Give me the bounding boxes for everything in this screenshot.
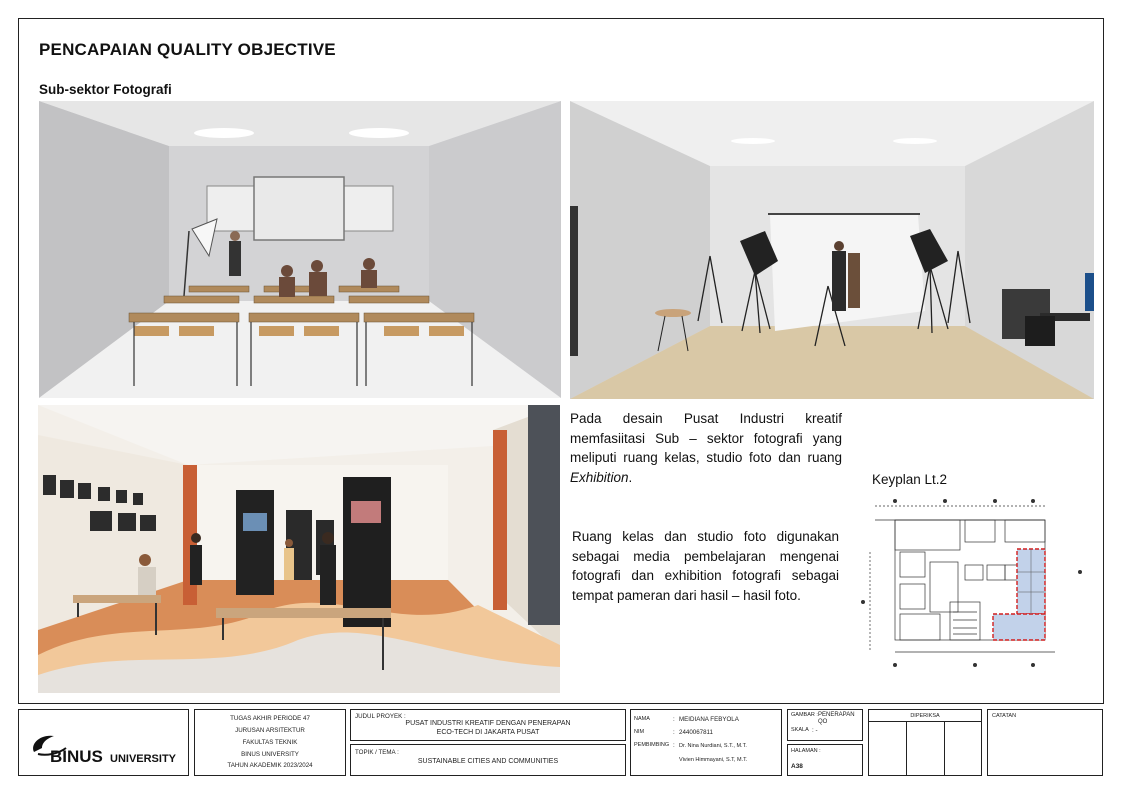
student-name: MEIDIANA FEBYOLA: [679, 716, 739, 723]
project-title-line-1: PUSAT INDUSTRI KREATIF DENGAN PENERAPAN: [405, 720, 571, 727]
checked-label: DIPERIKSA: [910, 713, 940, 719]
theme-value: SUSTAINABLE CITIES AND COMMUNITIES: [417, 758, 559, 765]
project-label: JUDUL PROYEK :: [355, 713, 406, 720]
course-name: TUGAS AKHIR PERIODE 47: [230, 715, 310, 722]
university-name: BINUS UNIVERSITY: [241, 751, 299, 758]
project-title-line-2: ECO-TECH DI JAKARTA PUSAT: [436, 729, 540, 736]
checked-column-line-1: [906, 721, 907, 776]
exhibition-render-image: [38, 405, 560, 693]
classroom-render-image: [39, 101, 561, 398]
page-number: A38: [791, 763, 803, 770]
nim-label: NIM: [634, 729, 645, 735]
description-paragraph-1-end: .: [628, 469, 633, 485]
student-nim: 2440067811: [679, 729, 713, 736]
scale-label: SKALA: [791, 727, 809, 733]
drawing-value: PENERAPAN QO: [818, 712, 855, 725]
nim-colon: :: [673, 729, 675, 736]
name-colon: :: [673, 716, 675, 723]
advisor-colon: :: [673, 742, 675, 749]
description-paragraph-2: Ruang kelas dan studio foto digunakan sebagai media pembelajaran mengenai fotografi dan exhibition fotografi sebagai tempat pameran dari hasil – hasil foto.: [572, 529, 839, 603]
notes-label: CATATAN: [992, 713, 1017, 719]
theme-label: TOPIK / TEMA :: [355, 749, 399, 756]
department-name: JURUSAN ARSITEKTUR: [235, 727, 305, 734]
checked-divider: [868, 721, 982, 722]
advisor-1: Dr. Nina Nurdiani, S.T., M.T.: [679, 743, 747, 749]
academic-year: TAHUN AKADEMIK 2023/2024: [227, 762, 313, 769]
logo-university-text: UNIVERSITY: [110, 753, 177, 765]
exhibition-emphasis: Exhibition: [570, 469, 629, 485]
advisor-label: PEMBIMBING: [634, 742, 670, 748]
keyplan-title: Keyplan Lt.2: [872, 472, 948, 487]
faculty-name: FAKULTAS TEKNIK: [242, 739, 298, 746]
checked-column-line-2: [944, 721, 945, 776]
binus-logo: [28, 726, 188, 768]
page-label: HALAMAN :: [791, 748, 821, 754]
drawing-label: GAMBAR :: [791, 712, 818, 718]
checked-box: [868, 709, 982, 776]
description-paragraph-1: [570, 409, 842, 487]
name-label: NAMA: [634, 716, 650, 722]
notes-box: [987, 709, 1103, 776]
keyplan-floor-plan: [855, 492, 1090, 672]
description-paragraph-1-text: Pada desain Pusat Industri kreatif memfasiitasi Sub – sektor fotografi yang meliputi ruang kelas, studio foto dan ruang: [570, 411, 842, 465]
advisor-2: Vivien Himmayani, S.T, M.T.: [679, 757, 748, 763]
scale-value: : -: [812, 727, 818, 734]
photo-studio-render-image: [570, 101, 1094, 399]
page-title: PENCAPAIAN QUALITY OBJECTIVE: [39, 40, 336, 59]
logo-wordmark: BINUS: [50, 747, 103, 766]
subsector-title: Sub-sektor Fotografi: [39, 82, 172, 97]
